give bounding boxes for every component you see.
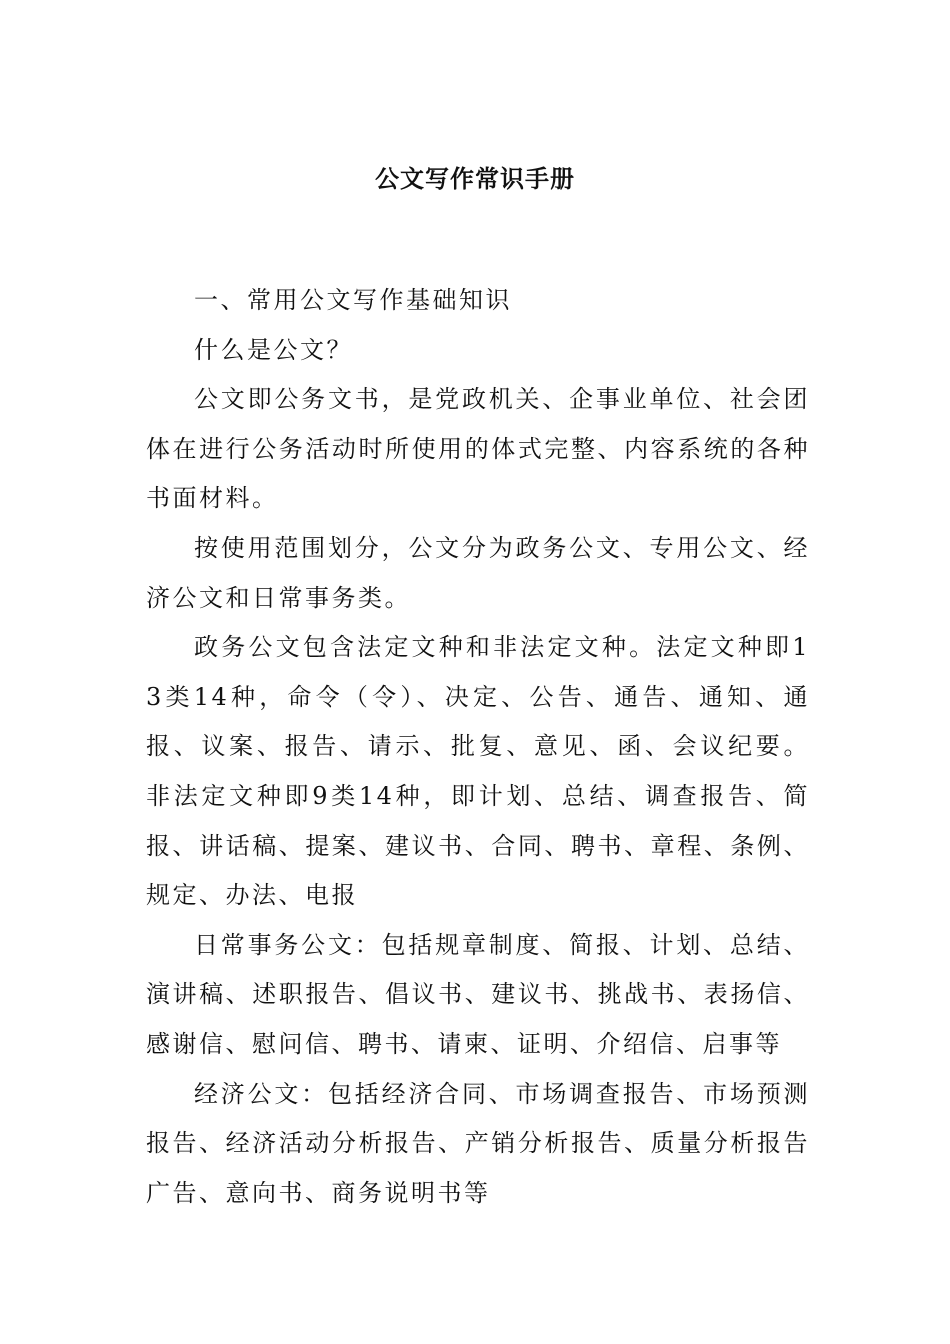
document-title: 公文写作常识手册 [375,164,575,193]
section-heading: 一、常用公文写作基础知识 [194,286,512,314]
paragraph-definition: 公文即公务文书，是党政机关、企事业单位、社会团体在进行公务活动时所使用的体式完整、内容系统的各种书面材料。 [146,385,810,513]
paragraph-classification: 按使用范围划分，公文分为政务公文、专用公文、经济公文和日常事务类。 [146,533,810,612]
document-body [146,276,810,1218]
paragraph-government-documents: 政务公文包含法定文种和非法定文种。法定文种即13类14种，命令（令）、决定、公告、通告、通知、通报、议案、报告、请示、批复、意见、函、会议纪要。 非法定文种即9类14种，即计划、总结、调查报告、简报、讲话稿、提案、建议书、合同、聘书、章程、条例、规定、办法、电报 [146,633,810,910]
paragraph-daily-affairs: 日常事务公文：包括规章制度、简报、计划、总结、演讲稿、述职报告、倡议书、建议书、挑战书、表扬信、感谢信、慰问信、聘书、请柬、证明、介绍信、启事等 [146,930,810,1058]
question-heading: 什么是公文？ [194,335,353,364]
paragraph-economic-documents: 经济公文：包括经济合同、市场调查报告、市场预测报告、经济活动分析报告、产销分析报告、质量分析报告广告、意向书、商务说明书等 [146,1079,810,1207]
